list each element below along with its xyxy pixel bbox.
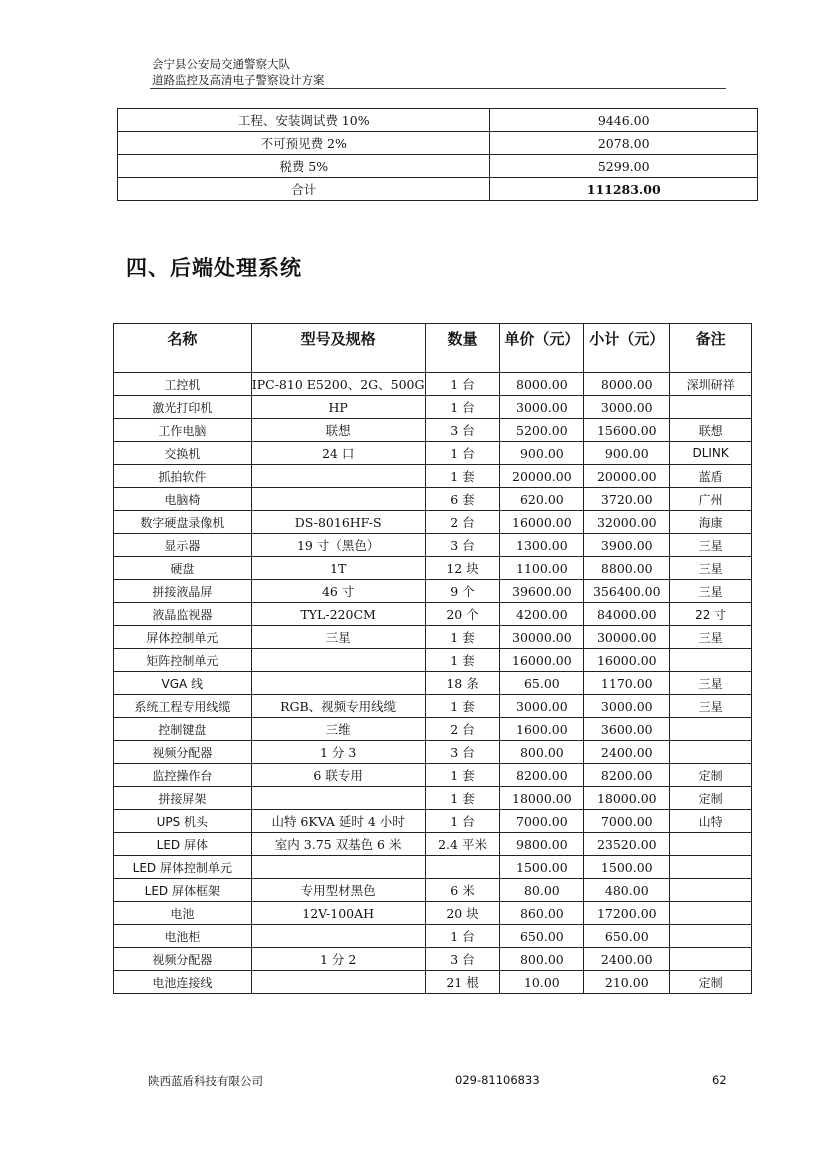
cell-quantity: 20 块	[425, 902, 500, 925]
cell-remark	[670, 925, 752, 948]
cell-model: 专用型材黑色	[251, 879, 425, 902]
cell-subtotal: 16000.00	[584, 649, 670, 672]
cell-model	[251, 465, 425, 488]
equipment-table-body	[114, 373, 752, 994]
table-row	[114, 879, 752, 902]
table-row	[114, 580, 752, 603]
cell-name: 电脑椅	[114, 488, 252, 511]
cell-subtotal: 2400.00	[584, 741, 670, 764]
cell-quantity: 21 根	[425, 971, 500, 994]
cell-subtotal: 3720.00	[584, 488, 670, 511]
cell-quantity: 1 台	[425, 373, 500, 396]
table-row	[118, 109, 758, 132]
cell-name: 数字硬盘录像机	[114, 511, 252, 534]
cell-subtotal: 210.00	[584, 971, 670, 994]
cost-value: 9446.00	[490, 109, 758, 132]
cell-remark	[670, 948, 752, 971]
table-row	[114, 649, 752, 672]
cell-quantity: 1 台	[425, 810, 500, 833]
cell-subtotal: 3000.00	[584, 695, 670, 718]
cell-model: 山特 6KVA 延时 4 小时	[251, 810, 425, 833]
table-row	[114, 810, 752, 833]
cell-remark	[670, 396, 752, 419]
footer-phone: 029-81106833	[455, 1073, 540, 1087]
cell-remark: 广州	[670, 488, 752, 511]
total-label: 合计	[118, 178, 490, 201]
footer-company: 陕西蓝盾科技有限公司	[148, 1074, 263, 1088]
footer-page-number: 62	[712, 1073, 727, 1087]
cell-name: 屏体控制单元	[114, 626, 252, 649]
cell-quantity: 9 个	[425, 580, 500, 603]
cell-unit-price: 30000.00	[500, 626, 584, 649]
cell-model: 24 口	[251, 442, 425, 465]
cell-unit-price: 800.00	[500, 948, 584, 971]
cell-subtotal: 3900.00	[584, 534, 670, 557]
cell-name: VGA 线	[114, 672, 252, 695]
header-name: 名称	[114, 324, 252, 373]
cell-unit-price: 3000.00	[500, 396, 584, 419]
cell-remark: 定制	[670, 971, 752, 994]
cell-model: 6 联专用	[251, 764, 425, 787]
table-row	[114, 465, 752, 488]
cell-name: LED 屏体框架	[114, 879, 252, 902]
cell-subtotal: 900.00	[584, 442, 670, 465]
cell-quantity: 1 台	[425, 396, 500, 419]
cell-remark: 22 寸	[670, 603, 752, 626]
cell-subtotal: 84000.00	[584, 603, 670, 626]
cell-unit-price: 650.00	[500, 925, 584, 948]
cell-quantity: 3 台	[425, 534, 500, 557]
cell-name: UPS 机头	[114, 810, 252, 833]
cell-unit-price: 5200.00	[500, 419, 584, 442]
cost-label: 不可预见费 2%	[118, 132, 490, 155]
cell-model: IPC-810 E5200、2G、500G	[251, 373, 425, 396]
cell-quantity: 2 台	[425, 511, 500, 534]
cell-name: 视频分配器	[114, 741, 252, 764]
cell-subtotal: 1170.00	[584, 672, 670, 695]
cell-model: DS-8016HF-S	[251, 511, 425, 534]
cell-unit-price: 860.00	[500, 902, 584, 925]
cell-model: HP	[251, 396, 425, 419]
cell-unit-price: 900.00	[500, 442, 584, 465]
cell-name: 抓拍软件	[114, 465, 252, 488]
cell-model: 19 寸（黑色）	[251, 534, 425, 557]
cell-quantity: 2.4 平米	[425, 833, 500, 856]
cell-quantity: 20 个	[425, 603, 500, 626]
equipment-table	[113, 323, 752, 994]
header-line-1: 会宁县公安局交通警察大队	[152, 57, 290, 71]
cell-name: 硬盘	[114, 557, 252, 580]
cost-label: 工程、安装调试费 10%	[118, 109, 490, 132]
cell-model: 联想	[251, 419, 425, 442]
table-row	[114, 925, 752, 948]
cell-unit-price: 10.00	[500, 971, 584, 994]
cell-model	[251, 787, 425, 810]
cell-remark: 定制	[670, 764, 752, 787]
cell-name: 液晶监视器	[114, 603, 252, 626]
cell-quantity: 1 套	[425, 649, 500, 672]
cell-quantity: 18 条	[425, 672, 500, 695]
cell-unit-price: 39600.00	[500, 580, 584, 603]
header-line-2: 道路监控及高清电子警察设计方案	[152, 73, 325, 87]
table-row	[114, 672, 752, 695]
cell-unit-price: 1100.00	[500, 557, 584, 580]
cell-remark	[670, 902, 752, 925]
cell-model	[251, 672, 425, 695]
cell-subtotal: 356400.00	[584, 580, 670, 603]
table-row	[118, 155, 758, 178]
cell-name: 电池	[114, 902, 252, 925]
cell-remark: 定制	[670, 787, 752, 810]
table-row	[114, 856, 752, 879]
cell-model: 三星	[251, 626, 425, 649]
cell-name: 系统工程专用线缆	[114, 695, 252, 718]
cell-quantity: 12 块	[425, 557, 500, 580]
cell-quantity: 1 台	[425, 442, 500, 465]
cell-subtotal: 30000.00	[584, 626, 670, 649]
table-row	[114, 534, 752, 557]
cell-remark	[670, 879, 752, 902]
cell-subtotal: 20000.00	[584, 465, 670, 488]
section-title: 四、后端处理系统	[126, 256, 302, 280]
cell-name: 显示器	[114, 534, 252, 557]
cell-subtotal: 8000.00	[584, 373, 670, 396]
table-row	[114, 695, 752, 718]
cell-name: 电池柜	[114, 925, 252, 948]
cell-remark: 联想	[670, 419, 752, 442]
cell-model	[251, 971, 425, 994]
cell-unit-price: 80.00	[500, 879, 584, 902]
cell-quantity: 1 套	[425, 626, 500, 649]
cell-model: RGB、视频专用线缆	[251, 695, 425, 718]
cell-quantity: 6 米	[425, 879, 500, 902]
cell-quantity: 3 台	[425, 741, 500, 764]
cell-unit-price: 7000.00	[500, 810, 584, 833]
cell-name: LED 屏体	[114, 833, 252, 856]
cell-unit-price: 800.00	[500, 741, 584, 764]
cell-unit-price: 1300.00	[500, 534, 584, 557]
cell-subtotal: 650.00	[584, 925, 670, 948]
table-row	[114, 741, 752, 764]
table-row	[118, 132, 758, 155]
cell-subtotal: 2400.00	[584, 948, 670, 971]
cell-subtotal: 8800.00	[584, 557, 670, 580]
cell-quantity: 1 套	[425, 787, 500, 810]
cell-name: 交换机	[114, 442, 252, 465]
cell-remark: 三星	[670, 557, 752, 580]
cell-unit-price: 16000.00	[500, 511, 584, 534]
cell-model	[251, 856, 425, 879]
cell-subtotal: 18000.00	[584, 787, 670, 810]
cost-label: 税费 5%	[118, 155, 490, 178]
cell-remark: 海康	[670, 511, 752, 534]
cell-remark: 山特	[670, 810, 752, 833]
cell-unit-price: 3000.00	[500, 695, 584, 718]
table-row	[114, 833, 752, 856]
cell-model	[251, 488, 425, 511]
cell-remark	[670, 856, 752, 879]
document-header	[152, 56, 325, 88]
cell-remark	[670, 649, 752, 672]
cell-subtotal: 17200.00	[584, 902, 670, 925]
cell-quantity: 2 台	[425, 718, 500, 741]
cell-name: 电池连接线	[114, 971, 252, 994]
cell-remark	[670, 833, 752, 856]
cell-model: 1T	[251, 557, 425, 580]
cell-subtotal: 15600.00	[584, 419, 670, 442]
table-row	[114, 718, 752, 741]
table-row	[114, 787, 752, 810]
cell-subtotal: 3600.00	[584, 718, 670, 741]
cost-value: 5299.00	[490, 155, 758, 178]
cell-unit-price: 18000.00	[500, 787, 584, 810]
table-row	[114, 902, 752, 925]
cell-unit-price: 8000.00	[500, 373, 584, 396]
cell-name: 工作电脑	[114, 419, 252, 442]
cost-summary-table	[117, 108, 758, 201]
cell-remark: 蓝盾	[670, 465, 752, 488]
cell-unit-price: 9800.00	[500, 833, 584, 856]
cell-unit-price: 4200.00	[500, 603, 584, 626]
cell-name: 拼接液晶屏	[114, 580, 252, 603]
cell-unit-price: 65.00	[500, 672, 584, 695]
cell-unit-price: 1600.00	[500, 718, 584, 741]
cost-value: 2078.00	[490, 132, 758, 155]
cell-remark: 三星	[670, 580, 752, 603]
cell-unit-price: 1500.00	[500, 856, 584, 879]
cell-model	[251, 649, 425, 672]
cell-unit-price: 620.00	[500, 488, 584, 511]
cell-subtotal: 32000.00	[584, 511, 670, 534]
table-row	[114, 373, 752, 396]
cell-unit-price: 16000.00	[500, 649, 584, 672]
cell-remark: 三星	[670, 626, 752, 649]
table-row	[114, 764, 752, 787]
cell-model: 12V-100AH	[251, 902, 425, 925]
cell-subtotal: 3000.00	[584, 396, 670, 419]
cell-subtotal: 23520.00	[584, 833, 670, 856]
table-row	[114, 557, 752, 580]
table-row	[114, 442, 752, 465]
table-header-row	[114, 324, 752, 373]
cell-name: LED 屏体控制单元	[114, 856, 252, 879]
cell-model: TYL-220CM	[251, 603, 425, 626]
table-row	[114, 603, 752, 626]
header-unit-price: 单价（元）	[500, 324, 584, 373]
cell-unit-price: 8200.00	[500, 764, 584, 787]
table-row	[114, 971, 752, 994]
cell-model: 室内 3.75 双基色 6 米	[251, 833, 425, 856]
cell-quantity: 1 套	[425, 695, 500, 718]
table-row	[114, 488, 752, 511]
table-row	[114, 419, 752, 442]
header-model: 型号及规格	[251, 324, 425, 373]
header-remark: 备注	[670, 324, 752, 373]
cell-remark: 深圳研祥	[670, 373, 752, 396]
cell-remark	[670, 741, 752, 764]
table-row	[114, 396, 752, 419]
cell-quantity: 1 台	[425, 925, 500, 948]
cell-remark: 三星	[670, 695, 752, 718]
cell-name: 控制键盘	[114, 718, 252, 741]
total-value: 111283.00	[490, 178, 758, 201]
table-row	[114, 948, 752, 971]
cell-remark	[670, 718, 752, 741]
cell-remark: DLINK	[670, 442, 752, 465]
total-row	[118, 178, 758, 201]
header-quantity: 数量	[425, 324, 500, 373]
cell-model	[251, 925, 425, 948]
cell-quantity: 1 套	[425, 764, 500, 787]
cell-subtotal: 1500.00	[584, 856, 670, 879]
cell-subtotal: 7000.00	[584, 810, 670, 833]
cell-model: 46 寸	[251, 580, 425, 603]
cell-subtotal: 8200.00	[584, 764, 670, 787]
cell-quantity: 6 套	[425, 488, 500, 511]
header-subtotal: 小计（元）	[584, 324, 670, 373]
table-row	[114, 626, 752, 649]
cell-unit-price: 20000.00	[500, 465, 584, 488]
cell-quantity: 1 套	[425, 465, 500, 488]
cell-name: 视频分配器	[114, 948, 252, 971]
cell-name: 拼接屏架	[114, 787, 252, 810]
cell-quantity	[425, 856, 500, 879]
cell-name: 激光打印机	[114, 396, 252, 419]
cell-name: 监控操作台	[114, 764, 252, 787]
cell-model: 1 分 3	[251, 741, 425, 764]
cell-model: 三维	[251, 718, 425, 741]
cell-model: 1 分 2	[251, 948, 425, 971]
cell-quantity: 3 台	[425, 948, 500, 971]
cell-name: 工控机	[114, 373, 252, 396]
cell-remark: 三星	[670, 534, 752, 557]
cell-name: 矩阵控制单元	[114, 649, 252, 672]
table-row	[114, 511, 752, 534]
cell-subtotal: 480.00	[584, 879, 670, 902]
cell-quantity: 3 台	[425, 419, 500, 442]
cell-remark: 三星	[670, 672, 752, 695]
header-divider	[150, 88, 726, 89]
